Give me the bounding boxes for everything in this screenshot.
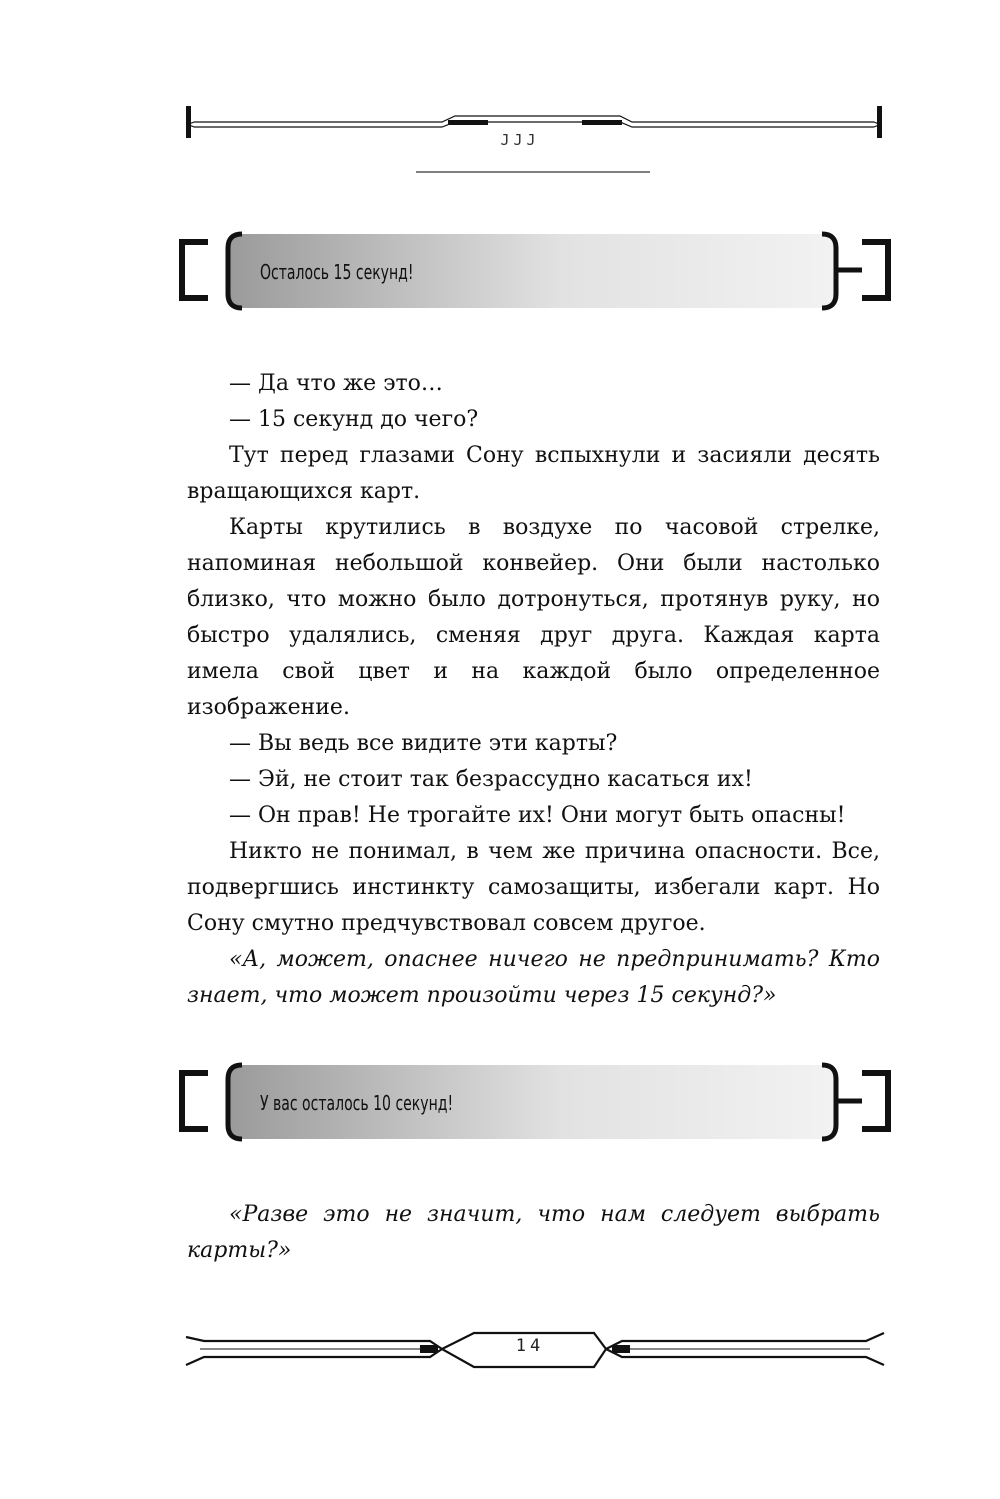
paragraph: Тут перед глазами Сону вспыхнули и засияли десять вращающихся карт. [187,443,880,504]
system-message-banner [178,1061,892,1143]
page-number: 14 [515,1336,545,1356]
text-block-2 [187,1197,880,1269]
thought-paragraph: «Разве это не значит, что нам следует выбрать карты?» [187,1202,880,1263]
dialogue-line: — Вы ведь все видите эти карты? [229,731,618,756]
banner-text: У вас осталось 10 секунд! [260,1091,454,1115]
dialogue-line: — Он прав! Не трогайте их! Они могут быть опасны! [229,803,846,828]
thought-paragraph: «А, может, опаснее ничего не предпринимать? Кто знает, что может произойти через 15 секунд?» [187,947,880,1008]
banner-text: Осталось 15 секунд! [260,260,414,284]
text-block-1 [187,366,880,1014]
paragraph: Никто не понимал, в чем же причина опасности. Все, подвергшись инстинкту самозащиты, избегали карт. Но Сону смутно предчувствовал совсем другое. [187,839,880,936]
dialogue-line: — Эй, не стоит так безрассудно касаться их! [229,767,753,792]
dialogue-line: — Да что же это… [229,371,443,396]
dialogue-line: — 15 секунд до чего? [229,407,479,432]
running-head: JJJ [500,131,540,149]
system-message-banner [178,230,892,312]
paragraph: Карты крутились в воздухе по часовой стрелке, напоминая небольшой конвейер. Они были настолько близко, что можно было дотронуться, протянув руку, но быстро удалялись, сменяя друг друга. Каждая карта имела свой цвет и на каждой было определенное изображение. [187,515,880,720]
